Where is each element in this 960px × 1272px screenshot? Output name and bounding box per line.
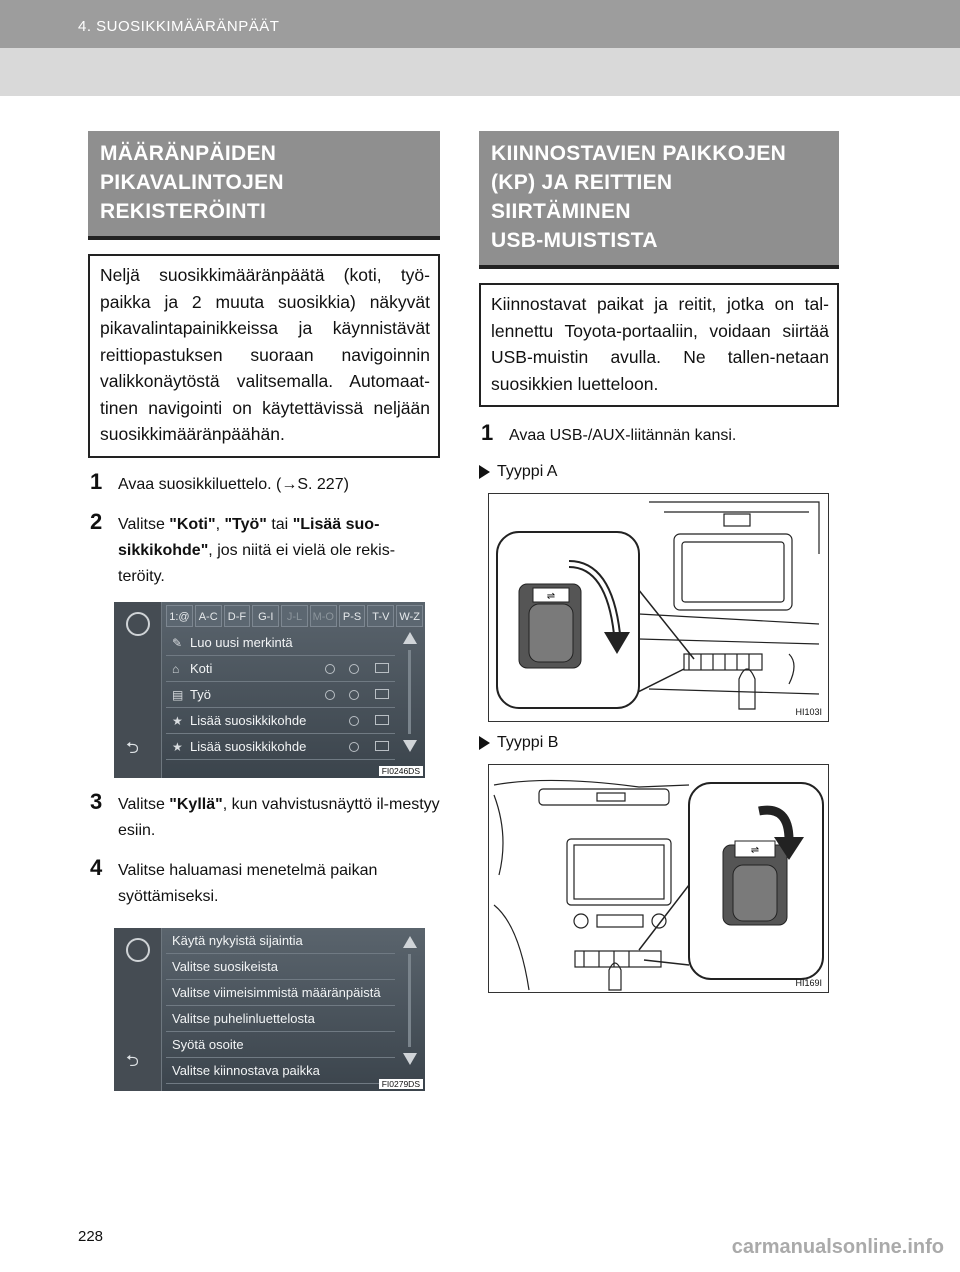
step-number: 4 xyxy=(90,854,103,880)
list-item xyxy=(166,1006,395,1032)
step-number: 1 xyxy=(481,420,494,445)
circle-icon xyxy=(325,664,335,674)
scrollbar xyxy=(401,936,419,1065)
home-icon: ⌂ xyxy=(172,661,180,676)
edit-icon xyxy=(375,689,389,699)
screen-left-rail xyxy=(114,602,162,778)
screen-left-rail xyxy=(114,928,162,1091)
row-label: Valitse viimeisimmistä määränpäistä xyxy=(172,984,381,1000)
step-text: tai xyxy=(266,515,293,533)
step-text: Valitse xyxy=(118,795,170,813)
list-item xyxy=(166,1032,395,1058)
step-bold: "Koti" xyxy=(169,515,216,533)
step-number: 3 xyxy=(90,788,103,814)
alpha-tab: G-I xyxy=(252,605,279,627)
row-label: Työ xyxy=(190,686,211,702)
row-label: Lisää suosikkikohde xyxy=(190,738,307,754)
step-number: 1 xyxy=(90,468,103,494)
heading-line: REKISTERÖINTI xyxy=(100,200,267,223)
list-item xyxy=(166,928,395,954)
scroll-down-icon xyxy=(403,1053,417,1065)
input-method-screenshot xyxy=(114,928,425,1091)
step-text: Valitse haluamasi menetelmä paikan syöttämiseksi. xyxy=(118,861,378,905)
circle-icon xyxy=(349,664,359,674)
search-icon xyxy=(126,938,150,962)
list-item xyxy=(166,954,395,980)
heading-line: (KP) JA REITTIEN xyxy=(491,171,673,194)
step-4 xyxy=(88,854,440,910)
figure-code: FI0279DS xyxy=(379,1079,423,1089)
header-band xyxy=(0,0,960,96)
alpha-tab: W-Z xyxy=(396,605,423,627)
step-text: Avaa USB-/AUX-liitännän kansi. xyxy=(509,427,737,444)
alpha-tab: A-C xyxy=(195,605,222,627)
circle-icon xyxy=(349,716,359,726)
figure-code: FI0246DS xyxy=(379,766,423,776)
row-label: Valitse kiinnostava paikka xyxy=(172,1062,320,1078)
scroll-up-icon xyxy=(403,936,417,948)
step-text: Valitse xyxy=(118,515,170,533)
star-icon: ★ xyxy=(172,713,183,728)
row-label: Valitse suosikeista xyxy=(172,958,278,974)
scroll-track xyxy=(408,954,411,1047)
right-section-heading xyxy=(479,131,839,269)
step-text: Avaa suosikkiluettelo. (→S. 227) xyxy=(118,475,349,493)
row-label: Luo uusi merkintä xyxy=(190,634,293,650)
edit-icon xyxy=(375,715,389,725)
scrollbar xyxy=(401,632,419,752)
star-icon: ★ xyxy=(172,739,183,754)
circle-icon xyxy=(349,742,359,752)
list-item xyxy=(166,734,395,760)
scroll-up-icon xyxy=(403,632,417,644)
scroll-track xyxy=(408,650,411,734)
method-rows xyxy=(166,928,395,1084)
bullet-triangle-icon xyxy=(479,736,490,750)
type-a-label xyxy=(479,463,839,481)
edit-icon xyxy=(375,741,389,751)
step-1 xyxy=(88,468,440,498)
step-3 xyxy=(88,788,440,844)
heading-line: USB-MUISTISTA xyxy=(491,229,658,252)
right-step-1 xyxy=(479,420,839,449)
step-text: , xyxy=(215,515,225,533)
step-bold: "Työ" xyxy=(224,515,267,533)
list-item xyxy=(166,708,395,734)
circle-icon xyxy=(349,690,359,700)
alphabet-tabs xyxy=(166,605,423,627)
type-a-illustration xyxy=(488,493,829,722)
list-item xyxy=(166,656,395,682)
type-label: Tyyppi A xyxy=(497,463,558,480)
chapter-title: 4. SUOSIKKIMÄÄRÄNPÄÄT xyxy=(78,18,280,35)
new-entry-icon: ✎ xyxy=(172,635,183,650)
left-section-heading xyxy=(88,131,440,240)
heading-line: KIINNOSTAVIEN PAIKKOJEN xyxy=(491,142,787,165)
alpha-tab: P-S xyxy=(339,605,366,627)
row-label: Käytä nykyistä sijaintia xyxy=(172,932,303,948)
search-icon xyxy=(126,612,150,636)
alpha-tab: J-L xyxy=(281,605,308,627)
figure-code: HI169I xyxy=(795,978,822,988)
step-text: , jos niitä ei vielä ole rekis-teröity. xyxy=(118,541,396,585)
heading-line: SIIRTÄMINEN xyxy=(491,200,631,223)
step-text: , kun vahvistusnäyttö il-mestyy esiin. xyxy=(118,795,440,839)
alpha-tab: T-V xyxy=(367,605,394,627)
right-intro-box: Kiinnostavat paikat ja reitit, jotka on tal-lennettu Toyota-portaaliin, voidaan siirtää USB-muistin avulla. Ne tallen-netaan suosikkien luetteloon. xyxy=(479,283,839,407)
step-number: 2 xyxy=(90,508,103,534)
work-icon: ▤ xyxy=(172,687,184,702)
heading-line: MÄÄRÄNPÄIDEN xyxy=(100,142,277,165)
circle-icon xyxy=(325,690,335,700)
favorites-rows xyxy=(166,630,395,760)
step-2 xyxy=(88,508,440,590)
back-icon: ⮌ xyxy=(126,1052,139,1070)
alpha-tab: 1:@ xyxy=(166,605,193,627)
left-column xyxy=(88,131,440,1091)
type-b-label xyxy=(479,734,839,752)
step-bold: "Kyllä" xyxy=(169,795,223,813)
row-label: Valitse puhelinluettelosta xyxy=(172,1010,315,1026)
favorites-list-screenshot xyxy=(114,602,425,778)
svg-text:⇌: ⇌ xyxy=(546,591,556,602)
row-label: Koti xyxy=(190,660,213,676)
list-item xyxy=(166,1058,395,1084)
list-item xyxy=(166,682,395,708)
step-bold: "Lisää suo-sikkikohde" xyxy=(118,515,380,559)
row-label: Lisää suosikkikohde xyxy=(190,712,307,728)
list-item xyxy=(166,980,395,1006)
usb-port-type-a-drawing xyxy=(489,494,829,722)
watermark: carmanualsonline.info xyxy=(731,1236,944,1258)
heading-line: PIKAVALINTOJEN xyxy=(100,171,284,194)
list-item xyxy=(166,630,395,656)
row-label: Syötä osoite xyxy=(172,1036,244,1052)
back-icon: ⮌ xyxy=(126,739,139,757)
left-intro-box: Neljä suosikkimääränpäätä (koti, työ-paikka ja 2 muuta suosikkia) näkyvät pikavalintapainikkeissa ja käynnistävät reittiopastuksen suoraan navigoinnin valikkonäytöstä valitsemalla. Automaat-tinen navigointi on käytettävissä neljään suosikkimääränpäähän. xyxy=(88,254,440,458)
right-column xyxy=(479,131,839,993)
scroll-down-icon xyxy=(403,740,417,752)
svg-text:⇌: ⇌ xyxy=(750,845,760,856)
page-number: 228 xyxy=(78,1228,104,1245)
figure-code: HI103I xyxy=(795,707,822,717)
type-label: Tyyppi B xyxy=(497,734,559,751)
type-b-illustration xyxy=(488,764,829,993)
edit-icon xyxy=(375,663,389,673)
bullet-triangle-icon xyxy=(479,465,490,479)
usb-port-type-b-drawing xyxy=(489,765,829,993)
alpha-tab: M-O xyxy=(310,605,337,627)
alpha-tab: D-F xyxy=(224,605,251,627)
